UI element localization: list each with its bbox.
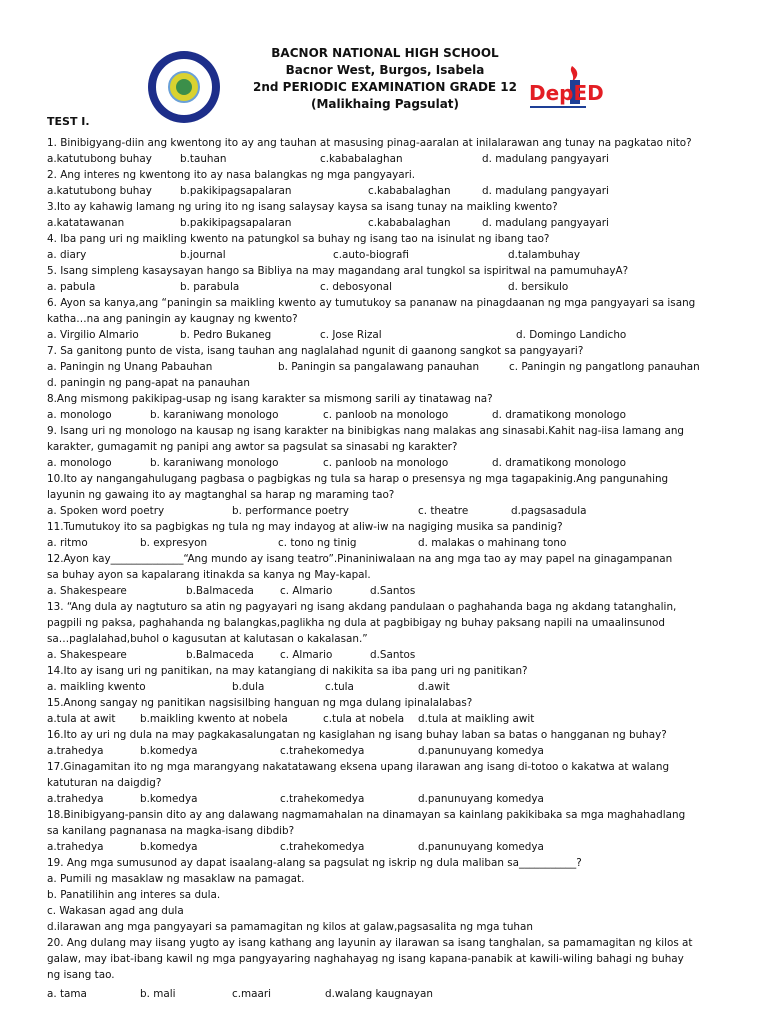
choice-a: a. Spoken word poetry [47,505,165,517]
question-line: 7. Sa ganitong punto de vista, isang tauhan ang naglalahad ngunit di gaanong sangkot sa pangyayari? [47,345,584,357]
question-line: sa…paglalahad,buhol o kagusutan at kalutasan o kakalasan.” [47,633,368,645]
question-line: 12.Ayon kay______________“Ang mundo ay isang teatro”.Pinaniniwalaan na ang mga tao ay may papel na ginagampanan [47,553,673,565]
choice: d. dramatikong monologo [492,409,626,421]
choice: b. karaniwang monologo [150,457,279,469]
choice: b. expresyon [140,537,208,549]
choice: b. karaniwang monologo [150,409,279,421]
choice-a: a. diary [47,249,87,261]
choice: b.komedya [140,745,198,757]
choice: d.panunuyang komedya [418,793,544,805]
question-line: sa kanilang pagnanasa na magka-isang dibdib? [47,825,295,837]
question-line: 4. Iba pang uri ng maikling kwento na patungkol sa buhay ng isang tao na isinulat ng ibang tao? [47,233,550,245]
question-line: 14.Ito ay isang uri ng panitikan, na may katangiang di nakikita sa iba pang uri ng panitikan? [47,665,528,677]
choice: b.journal [180,249,226,261]
choice: b. parabula [180,281,240,293]
choice: b.pakikipagsapalaran [180,185,292,197]
choice-a: a.trahedya [47,793,104,805]
choice-a: a. pabula [47,281,96,293]
choice: d.panunuyang komedya [418,841,544,853]
choice: c.tula at nobela [323,713,405,725]
question-line: sa buhay ayon sa kapalarang itinakda sa kanya ng May-kapal. [47,569,371,581]
question-line: 13. “Ang dula ay nagtuturo sa atin ng pagyayari ng isang akdang pandulaan o paghahanda baga ng akdang tatanghalin, [47,601,677,613]
choice: d. bersikulo [508,281,569,293]
choice: b.komedya [140,793,198,805]
choice: c. Almario [280,585,333,597]
question-line: d. paningin ng pang-apat na panauhan [47,377,250,389]
test-label: TEST I. [47,115,90,128]
choice-a: a. Shakespeare [47,585,127,597]
choice: b.tauhan [180,153,227,165]
question-line: 20. Ang dulang may iisang yugto ay isang kathang ang layunin ay ilarawan sa isang tanghalan, sa pamamagitan ng kilos at [47,937,693,949]
choice: d. madulang pangyayari [482,153,609,165]
question-line: 9. Isang uri ng monologo na kausap ng isang karakter na binibigkas nang malakas ang sinasabi.Kahit nag-iisa lamang ang [47,425,685,437]
choice: c. Paningin ng pangatlong panauhan [509,361,700,373]
choice-a: a. tama [47,987,87,1000]
question-line: layunin ng gawaing ito ay magtanghal sa harap ng maraming tao? [47,489,395,501]
question-line: 6. Ayon sa kanya,ang “paningin sa maikling kwento ay tumutukoy sa pananaw na pinagdaanan ng mga pangyayari sa isang [47,297,696,309]
deped-logo [528,62,604,118]
school-address: Bacnor West, Burgos, Isabela [285,63,485,77]
question-line: galaw, may ibat-ibang kawil ng mga pangyayaring naghahayag ng isang kapana-panabik at kawili-wiling bahagi ng buhay [47,953,684,965]
choice: d. malakas o mahinang tono [418,537,567,549]
choice-a: a. Paningin ng Unang Pabauhan [47,361,213,373]
choice: b. Paningin sa pangalawang panauhan [278,361,480,373]
choice-a: a.tula at awit [47,713,116,725]
choice: d. Domingo Landicho [516,329,627,341]
choice: b.komedya [140,841,198,853]
question-line: katuturan na daigdig? [47,777,162,789]
choice: b.pakikipagsapalaran [180,217,292,229]
question-line: a. Pumili ng masaklaw ng masaklaw na pamagat. [47,873,305,885]
choice: b. performance poetry [232,505,349,517]
choice: c.trahekomedya [280,793,365,805]
question-line: 2. Ang interes ng kwentong ito ay nasa balangkas ng mga pangyayari. [47,169,416,181]
question-line: 16.Ito ay uri ng dula na may pagkakasalungatan ng kasiglahan ng isang buhay laban sa batas o hangganan ng buhay? [47,729,667,741]
choice: c.auto-biografi [333,249,409,261]
question-line: karakter, gumagamit ng panipi ang awtor sa pagsulat sa sinasabi ng karakter? [47,441,458,453]
choice: d.tula at maikling awit [418,713,535,725]
choice: c.trahekomedya [280,841,365,853]
choice: b. Pedro Bukaneg [180,329,272,341]
choice: c. panloob na monologo [323,409,449,421]
choice-a: a.trahedya [47,841,104,853]
choice: b.Balmaceda [186,585,254,597]
choice: d.talambuhay [508,249,580,261]
choice: d. dramatikong monologo [492,457,626,469]
choice: c. debosyonal [320,281,393,293]
choice-a: a. maikling kwento [47,681,146,693]
subject-title: (Malikhaing Pagsulat) [310,97,460,111]
question-line: 10.Ito ay nangangahulugang pagbasa o pagbigkas ng tula sa harap o presensya ng mga tagapakinig.Ang pangunahing [47,473,669,485]
question-line: 17.Ginagamitan ito ng mga marangyang nakatatawang eksena upang ilarawan ang isang di-totoo o kakatwa at walang [47,761,670,773]
choice: c. theatre [418,505,469,517]
choice: b. mali [140,987,176,1000]
choice-a: a. ritmo [47,537,88,549]
choice: b.Balmaceda [186,649,254,661]
choice: c.trahekomedya [280,745,365,757]
choice: c. tono ng tinig [278,537,357,549]
question-line: c. Wakasan agad ang dula [47,905,184,917]
choice: c.kababalaghan [368,217,451,229]
question-line: 11.Tumutukoy ito sa pagbigkas ng tula ng may indayog at aliw-iw na nagiging musika sa pandinig? [47,521,563,533]
choice: d. madulang pangyayari [482,185,609,197]
question-line: 5. Isang simpleng kasaysayan hango sa Bibliya na may magandang aral tungkol sa ispiritwal na pamumuhayA? [47,265,629,277]
question-line: d.ilarawan ang mga pangyayari sa pamamagitan ng kilos at galaw,pagsasalita ng mga tuhan [47,921,533,933]
choice-a: a.katatawanan [47,217,125,229]
choice-a: a.katutubong buhay [47,153,152,165]
choice: b.dula [232,681,265,693]
choice: b.maikling kwento at nobela [140,713,288,725]
question-line: 8.Ang mismong pakikipag-usap ng isang karakter sa mismong sarili ay tinatawag na? [47,393,493,405]
choice: d.awit [418,681,450,693]
question-line: 15.Anong sangay ng panitikan nagsisilbing hanguan ng mga dulang ipinalalabas? [47,697,473,709]
choice: d. madulang pangyayari [482,217,609,229]
choice: c.kababalaghan [320,153,403,165]
question-line: 3.Ito ay kahawig lamang ng uring ito ng isang salaysay kaysa sa isang tunay na maikling kwento? [47,201,558,213]
choice: d.panunuyang komedya [418,745,544,757]
question-line: katha…na ang paningin ay kaugnay ng kwento? [47,313,298,325]
question-line: 19. Ang mga sumusunod ay dapat isaalang-alang sa pagsulat ng iskrip ng dula maliban sa___________? [47,857,582,869]
choice-a: a. Virgilio Almario [47,329,139,341]
choice-a: a.trahedya [47,745,104,757]
choice: c.tula [325,681,354,693]
choice-a: a. monologo [47,457,112,469]
school-name: BACNOR NATIONAL HIGH SCHOOL [271,46,499,60]
question-line: ng isang tao. [47,969,115,981]
choice: c.kababalaghan [368,185,451,197]
question-line: b. Panatilihin ang interes sa dula. [47,889,221,901]
choice: d.Santos [370,649,416,661]
question-line: 18.Binibigyang-pansin dito ay ang dalawang nagmamahalan na dinamayan sa kainlang pakikibaka sa mga maghahadlang [47,809,686,821]
choice: c. Almario [280,649,333,661]
choice: d.walang kaugnayan [325,987,433,1000]
choice: c. panloob na monologo [323,457,449,469]
choice-a: a. monologo [47,409,112,421]
choice-a: a.katutubong buhay [47,185,152,197]
choice: c.maari [232,987,272,1000]
choice-a: a. Shakespeare [47,649,127,661]
exam-title: 2nd PERIODIC EXAMINATION GRADE 12 [253,80,517,94]
question-line: pagpili ng paksa, paghahanda ng balangkas,paglikha ng dula at pagbibigay ng buhay paksang napili na umaalinsunod [47,617,666,629]
choice: c. Jose Rizal [320,329,382,341]
question-line: 1. Binibigyang-diin ang kwentong ito ay ang tauhan at masusing pinag-aaralan at inilalarawan ang tunay na pagkatao nito? [47,137,692,149]
choice: d.Santos [370,585,416,597]
svg-text:DepED: DepED [529,81,604,105]
choice: d.pagsasadula [511,505,587,517]
